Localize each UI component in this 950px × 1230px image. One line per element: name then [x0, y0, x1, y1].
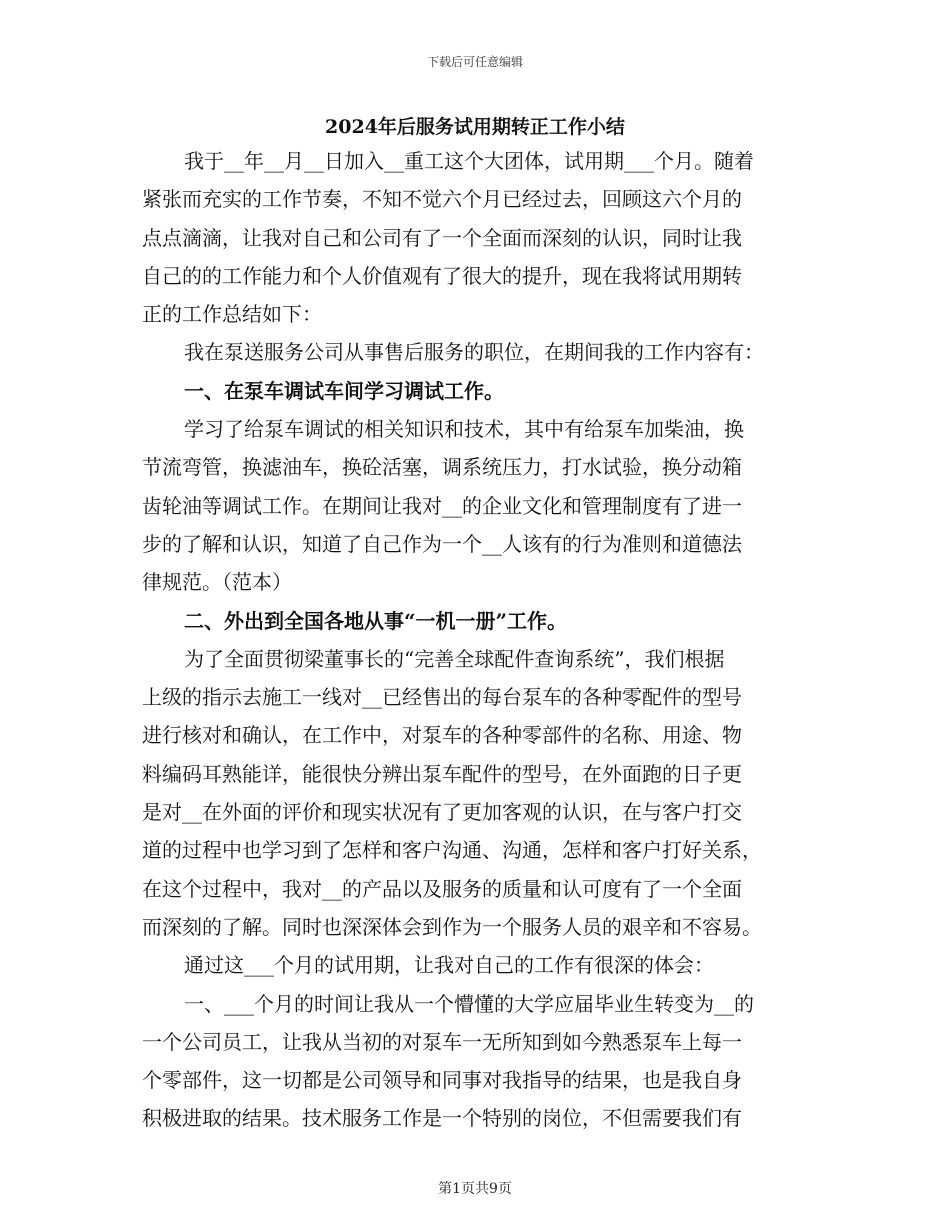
section-heading: 一、在泵车调试车间学习调试工作。	[184, 378, 504, 403]
paragraph-line: 我在泵送服务公司从事售后服务的职位，在期间我的工作内容有：	[184, 340, 764, 365]
paragraph-line: 律规范。（范本）	[142, 570, 292, 595]
document-title: 2024年后服务试用期转正工作小结	[325, 116, 625, 138]
paragraph-line: 紧张而充实的工作节奏，不知不觉六个月已经过去，回顾这六个月的	[142, 187, 742, 212]
paragraph-line: 通过这___个月的试用期，让我对自己的工作有很深的体会：	[184, 953, 714, 978]
header-note: 下载后可任意编辑	[426, 55, 523, 69]
paragraph-line: 正的工作总结如下：	[142, 302, 322, 327]
paragraph-line: 我于__年__月__日加入__重工这个大团体，试用期___个月。随着	[184, 149, 754, 173]
paragraph-line: 个零部件，这一切都是公司领导和同事对我指导的结果，也是我自身	[142, 1068, 742, 1093]
paragraph-line: 料编码耳熟能详，能很快分辨出泵车配件的型号，在外面跑的日子更	[142, 761, 742, 786]
paragraph-line: 积极进取的结果。技术服务工作是一个特别的岗位，不但需要我们有	[142, 1106, 742, 1131]
paragraph-line: 步的了解和认识，知道了自己作为一个__人该有的行为准则和道德法	[142, 531, 742, 556]
paragraph-line: 一、___个月的时间让我从一个懵懂的大学应届毕业生转变为__的	[184, 991, 754, 1016]
paragraph-line: 而深刻的了解。同时也深深体会到作为一个服务人员的艰辛和不容易。	[142, 914, 762, 939]
section-heading: 二、外出到全国各地从事“一机一册”工作。	[184, 608, 568, 633]
paragraph-line: 点点滴滴，让我对自己和公司有了一个全面而深刻的认识，同时让我	[142, 225, 742, 250]
paragraph-line: 节流弯管，换滤油车，换砼活塞，调系统压力，打水试验，换分动箱	[142, 455, 742, 480]
paragraph-line: 为了全面贯彻梁董事长的“完善全球配件查询系统”，我们根据	[184, 646, 725, 671]
paragraph-line: 学习了给泵车调试的相关知识和技术，其中有给泵车加柴油，换	[184, 417, 744, 442]
paragraph-line: 齿轮油等调试工作。在期间让我对__的企业文化和管理制度有了进一	[142, 493, 742, 518]
paragraph-line: 一个公司员工，让我从当初的对泵车一无所知到如今熟悉泵车上每一	[142, 1029, 742, 1054]
paragraph-line: 进行核对和确认，在工作中，对泵车的各种零部件的名称、用途、物	[142, 723, 742, 748]
document-body	[142, 142, 812, 1138]
paragraph-line: 是对__在外面的评价和现实状况有了更加客观的认识，在与客户打交	[142, 800, 742, 825]
paragraph-line: 道的过程中也学习到了怎样和客户沟通、沟通，怎样和客户打好关系，	[142, 838, 762, 863]
paragraph-line: 上级的指示去施工一线对__已经售出的每台泵车的各种零配件的型号	[142, 685, 742, 710]
page-number-footer: 第1页共9页	[438, 1181, 512, 1197]
paragraph-line: 自己的的工作能力和个人价值观有了很大的提升，现在我将试用期转	[142, 263, 742, 288]
paragraph-line: 在这个过程中，我对__的产品以及服务的质量和认可度有了一个全面	[142, 876, 742, 901]
